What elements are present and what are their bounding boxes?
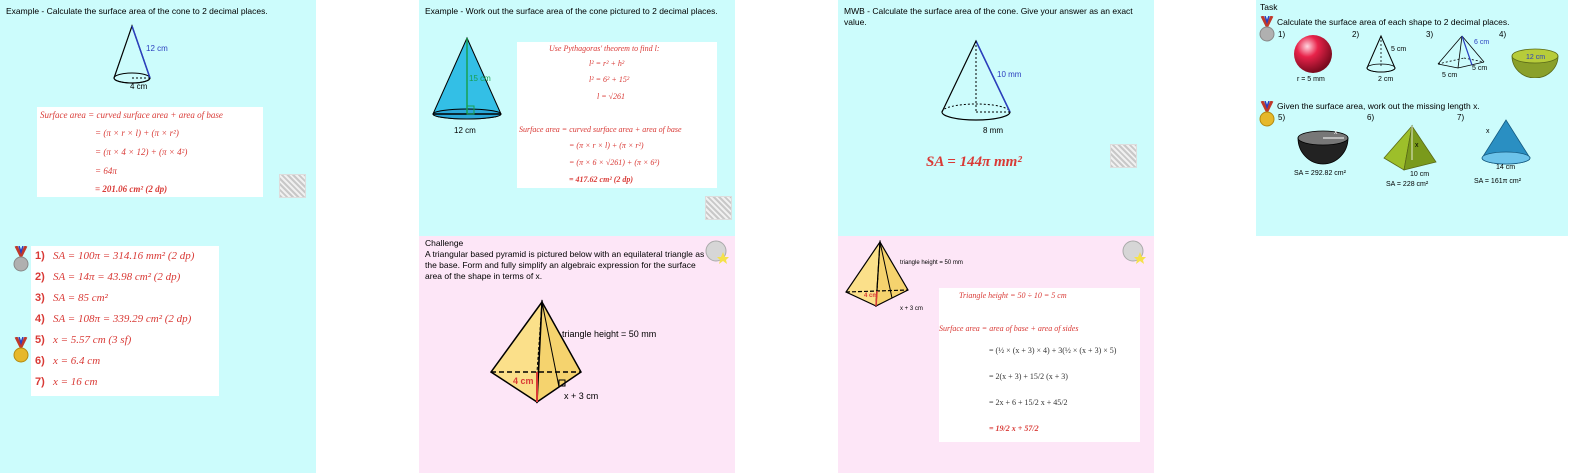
- x-label: x: [1486, 128, 1490, 135]
- question-label: 1): [1278, 30, 1286, 39]
- answer-number: 2): [35, 271, 45, 283]
- sa7-label: SA = 161π cm²: [1474, 178, 1522, 185]
- base-label: 8 mm: [983, 126, 1003, 135]
- answer: SA = 144π mm²: [926, 154, 1022, 170]
- answer-text: x = 16 cm: [53, 376, 98, 388]
- side-label: 4 cm: [864, 293, 878, 299]
- task-heading: Task: [1260, 2, 1278, 12]
- working-line: = (π × r × l) + (π × r²): [569, 141, 644, 150]
- blue-cone-diagram: [1478, 118, 1534, 168]
- working-line: = (π × 4 × 12) + (π × 4²): [95, 147, 188, 157]
- triangle-height-label: triangle height = 50 mm: [900, 260, 963, 266]
- working-line: Surface area = curved surface area + area of base: [40, 110, 223, 120]
- green-pyramid-diagram: [1380, 124, 1440, 172]
- gold-medal-icon: [1259, 101, 1275, 129]
- answer-number: 1): [35, 250, 45, 262]
- sa6-label: SA = 228 cm²: [1386, 181, 1429, 188]
- slide-mwb-pyramid: [838, 236, 1154, 473]
- height-label: 15 cm: [469, 74, 491, 83]
- answer-number: 3): [35, 292, 45, 304]
- answer-number: 6): [35, 355, 45, 367]
- working-answer: = 19/2 x + 57/2: [989, 424, 1039, 433]
- working-box: [517, 42, 717, 188]
- working-line: Surface area = curved surface area + area of base: [519, 125, 682, 134]
- answer-number: 5): [35, 334, 45, 346]
- working-line-text: Surface area = area of base + area of sides: [939, 324, 1079, 333]
- working-line: l² = 6² + 15²: [589, 75, 630, 84]
- answer-row: [35, 376, 97, 388]
- answer-row: [35, 355, 100, 367]
- hemisphere-dark-diagram: [1296, 128, 1350, 168]
- answer-row: [35, 292, 108, 304]
- question-label: 2): [1352, 30, 1360, 39]
- qr-code: [705, 196, 732, 220]
- slide-example-cone: [0, 0, 316, 473]
- slide-mwb-cone: [838, 0, 1154, 236]
- question-1-text: Calculate the surface area of each shape to 2 decimal places.: [1277, 17, 1510, 27]
- answer-number: 7): [35, 376, 45, 388]
- slide-example-cone-pythagoras: [419, 0, 735, 236]
- working-line: = 2(x + 3) + 15/2 (x + 3): [989, 372, 1068, 381]
- hemisphere-label: 12 cm: [1526, 54, 1546, 61]
- challenge-heading: Challenge: [425, 238, 464, 248]
- answer-text: SA = 108π = 339.29 cm² (2 dp): [53, 313, 192, 325]
- answer-text: SA = 85 cm²: [53, 292, 108, 304]
- answer-text: x = 5.57 cm (3 sf): [53, 334, 132, 346]
- qr-code: [1110, 144, 1137, 168]
- answer-row: [35, 313, 191, 325]
- working-line: = (π × 6 × √261) + (π × 6²): [569, 158, 660, 167]
- sa5-label: SA = 292.82 cm²: [1294, 170, 1346, 177]
- pyramid-diagram: [844, 240, 918, 310]
- slide-title: MWB - Calculate the surface area of the cone. Give your answer as an exact value.: [844, 6, 1133, 27]
- x-label: x: [1334, 129, 1338, 136]
- base6-label: 10 cm: [1410, 171, 1430, 178]
- base-label: x + 3 cm: [900, 306, 923, 312]
- slant-label: 10 mm: [997, 70, 1022, 79]
- working-answer: = 417.62 cm² (2 dp): [569, 175, 634, 184]
- working-answer: = 201.06 cm² (2 dp): [95, 184, 168, 194]
- trophy-badge-icon: [705, 240, 729, 264]
- question-label: 4): [1499, 30, 1507, 39]
- x-label: x: [1415, 142, 1419, 149]
- triangle-height-label: triangle height = 50 mm: [562, 329, 657, 339]
- side-label: 4 cm: [513, 376, 534, 386]
- answers-box: [31, 246, 219, 396]
- working-line: Use Pythagoras' theorem to find l:: [549, 44, 660, 53]
- working-line: l² = r² + h²: [589, 59, 625, 68]
- answer-row: [35, 334, 131, 346]
- cone-diagram: [936, 38, 1020, 126]
- gold-medal-icon: [13, 337, 29, 365]
- pyramid-slant-label: 6 cm: [1474, 39, 1490, 46]
- answer-text: SA = 14π = 43.98 cm² (2 dp): [53, 271, 181, 283]
- trophy-badge-icon: [1122, 240, 1146, 264]
- question-label: 7): [1457, 113, 1465, 122]
- slide-title: Example - Calculate the surface area of the cone to 2 decimal places.: [6, 6, 268, 16]
- slide-title: Example - Work out the surface area of the cone pictured to 2 decimal places.: [425, 6, 718, 16]
- cone-base-label: 2 cm: [1378, 76, 1394, 83]
- answer-text: SA = 100π = 314.16 mm² (2 dp): [53, 250, 195, 262]
- working-line: = (½ × (x + 3) × 4) + 3(½ × (x + 3) × 5): [989, 346, 1117, 355]
- working-line: Triangle height = 50 ÷ 10 = 5 cm: [959, 291, 1067, 300]
- slide-challenge: [419, 236, 735, 473]
- question-2-text: Given the surface area, work out the missing length x.: [1277, 101, 1480, 111]
- cone-slant-label: 5 cm: [1391, 46, 1407, 53]
- pyramid-side-label: 5 cm: [1472, 65, 1488, 72]
- answer-row: [35, 271, 180, 283]
- sphere-diagram: [1292, 34, 1334, 74]
- question-label: 3): [1426, 30, 1434, 39]
- slide-task: [1256, 0, 1568, 236]
- sphere-radius-label: r = 5 mm: [1297, 76, 1325, 83]
- base-label: 4 cm: [130, 82, 148, 91]
- qr-code: [279, 174, 306, 198]
- answer-row: [35, 250, 194, 262]
- silver-medal-icon: [13, 246, 29, 274]
- cone-diagram: [1364, 34, 1398, 76]
- working-box: [37, 107, 263, 197]
- working-line: [939, 324, 1078, 333]
- hemisphere-diagram: [1510, 44, 1560, 78]
- silver-medal-icon: [1259, 16, 1275, 44]
- challenge-text: A triangular based pyramid is pictured below with an equilateral triangle as the base. Form and fully simplify an algebraic expression for the surface area of the shape in terms of x.: [425, 249, 705, 281]
- working-line: l = √261: [597, 92, 626, 101]
- working-line: = 2x + 6 + 15/2 x + 45/2: [989, 398, 1068, 407]
- working-line: = (π × r × l) + (π × r²): [95, 128, 179, 138]
- question-label: 6): [1367, 113, 1375, 122]
- pyramid-base-label: 5 cm: [1442, 72, 1458, 79]
- working-box: [939, 288, 1140, 442]
- answer-text: x = 6.4 cm: [53, 355, 101, 367]
- question-label: 5): [1278, 113, 1286, 122]
- base7-label: 14 cm: [1496, 164, 1516, 171]
- slant-label: 12 cm: [146, 44, 168, 53]
- base-label: x + 3 cm: [564, 391, 599, 401]
- base-label: 12 cm: [454, 126, 476, 135]
- answer-number: 4): [35, 313, 45, 325]
- working-line: = 64π: [95, 166, 117, 176]
